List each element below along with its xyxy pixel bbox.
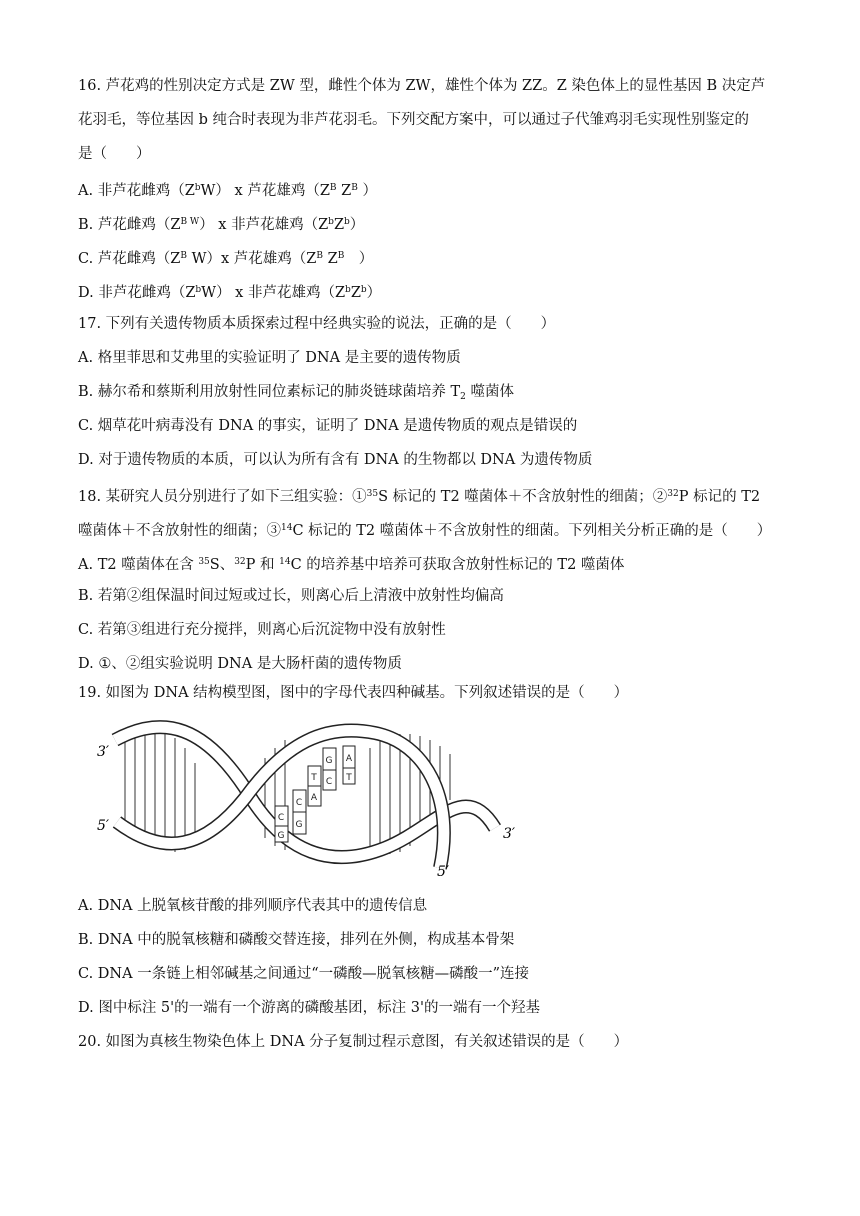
base-letter: A [310,793,318,803]
q16-a-text: ） [357,183,377,199]
q16-a-text: W） x 芦花雄鸡（Z [200,183,330,199]
q16-c-text: W）x 芦花雄鸡（Z [187,251,317,267]
q19-option-c: C. DNA 一条链上相邻碱基之间通过“一磷酸—脱氧核糖—磷酸一”连接 [78,966,530,982]
q18-a-sup: 35 [198,557,210,567]
q18-option-b: B. 若第②组保温时间过短或过长，则离心后上清液中放射性均偏高 [78,588,504,604]
q16-b-sup: b [328,217,334,227]
q16-d-text: ） [366,285,382,301]
base-letter: G [295,820,303,830]
q19-stem: 19. 如图为 DNA 结构模型图，图中的字母代表四种碱基。下列叙述错误的是（ ） [78,685,629,701]
q16-option-a [78,178,377,201]
q19-option-b: B. DNA 中的脱氧核糖和磷酸交替连接，排列在外侧，构成基本骨架 [78,932,515,948]
q18-stem-text: C 标记的 T2 噬菌体＋不含放射性的细菌。下列相关分析正确的是（ ） [292,523,772,539]
label-5-prime-left: 5′ [97,818,110,834]
dna-double-helix-figure [95,718,520,878]
q16-a-sup: b [194,183,201,193]
q17-stem: 17. 下列有关遗传物质本质探索过程中经典实验的说法，正确的是（ ） [78,316,556,332]
q17-b-text: B. 赫尔希和蔡斯利用放射性同位素标记的肺炎链球菌培养 T [78,384,461,400]
base-letter: G [325,756,333,766]
base-letter: A [345,754,353,764]
q16-option-b [78,212,364,235]
q18-isotope-sup: 35 [366,489,379,499]
q18-a-sup: 14 [279,557,291,567]
q16-a-text: A. 非芦花雌鸡（Z [78,183,195,199]
base-letter: C [295,798,303,808]
q18-stem-line-1 [78,484,760,507]
base-letter: G [277,831,285,841]
q17-option-c: C. 烟草花叶病毒没有 DNA 的事实，证明了 DNA 是遗传物质的观点是错误的 [78,418,578,434]
q18-option-d: D. ①、②组实验说明 DNA 是大肠杆菌的遗传物质 [78,656,402,672]
base-letter: C [325,777,333,787]
base-letter: T [311,773,317,783]
q18-stem-text: P 标记的 T2 [678,489,761,505]
q16-d-text: W） x 非芦花雄鸡（Z [201,285,346,301]
base-letter: T [346,773,352,783]
q16-b-text: B. 芦花雌鸡（Z [78,217,181,233]
q16-c-sup: B [337,251,345,261]
q16-b-sup: B W [180,217,200,227]
q17-option-a: A. 格里菲思和艾弗里的实验证明了 DNA 是主要的遗传物质 [78,350,461,366]
q18-a-text: A. T2 噬菌体在含 [78,557,199,573]
q16-d-sup: b [195,285,202,295]
q16-b-text: ） x 非芦花雄鸡（Z [199,217,329,233]
q16-a-sup: B [351,183,358,193]
q16-option-c [78,246,373,269]
q16-stem-line-1: 16. 芦花鸡的性别决定方式是 ZW 型，雌性个体为 ZW，雄性个体为 ZZ。Z 染色体上的显性基因 B 决定芦 [78,78,766,94]
q18-a-text: P 和 [245,557,280,573]
q16-c-text: C. 芦花雌鸡（Z [78,251,181,267]
q16-c-sup: B [316,251,323,261]
q18-option-c: C. 若第③组进行充分搅拌，则离心后沉淀物中没有放射性 [78,622,446,638]
q18-option-a [78,552,624,575]
q16-d-sup: b [345,285,351,295]
q16-c-sup: B [180,251,187,261]
q18-stem-line-2 [78,518,771,541]
q16-c-text: ） [344,251,374,267]
q18-isotope-sup: 32 [667,489,679,499]
dna-helix-svg [95,718,520,878]
q19-option-d: D. 图中标注 5'的一端有一个游离的磷酸基团，标注 3'的一端有一个羟基 [78,1000,540,1016]
q18-stem-text: 噬菌体＋不含放射性的细菌；③ [78,523,281,539]
q18-a-sup: 32 [234,557,246,567]
q18-a-text: C 的培养基中培养可获取含放射性标记的 T2 噬菌体 [290,557,625,573]
q16-d-sup: b [360,285,367,295]
q17-b-text: 噬菌体 [465,384,514,400]
label-3-prime-right: 3′ [503,826,516,842]
q16-d-text: D. 非芦花雌鸡（Z [78,285,196,301]
q18-isotope-sup: 14 [281,523,293,533]
q16-d-text: Z [350,285,361,301]
label-5-prime-bottom: 5′ [437,864,450,878]
q18-a-text: S、 [209,557,235,573]
q16-b-sup: b [344,217,350,227]
q16-stem-line-3: 是（ ） [78,146,151,162]
q18-stem-text: 18. 某研究人员分别进行了如下三组实验：① [78,489,367,505]
q16-c-text: Z [323,251,338,267]
q16-b-text: Z [333,217,345,233]
q18-stem-text: S 标记的 T2 噬菌体＋不含放射性的细菌；② [378,489,668,505]
q16-a-text: Z [336,183,352,199]
q16-option-d [78,280,381,303]
base-letter: C [277,813,285,823]
q16-stem-line-2: 花羽毛，等位基因 b 纯合时表现为非芦花羽毛。下列交配方案中，可以通过子代雏鸡羽毛实现性别鉴定的 [78,112,749,128]
q19-option-a: A. DNA 上脱氧核苷酸的排列顺序代表其中的遗传信息 [78,898,428,914]
q17-b-sub: 2 [460,392,466,402]
q16-b-text: ） [349,217,365,233]
q17-option-b [78,382,514,407]
label-3-prime-top: 3′ [97,744,110,760]
q20-stem: 20. 如图为真核生物染色体上 DNA 分子复制过程示意图，有关叙述错误的是（ ） [78,1034,629,1050]
q16-a-sup: B [329,183,337,193]
q17-option-d: D. 对于遗传物质的本质，可以认为所有含有 DNA 的生物都以 DNA 为遗传物质 [78,452,593,468]
